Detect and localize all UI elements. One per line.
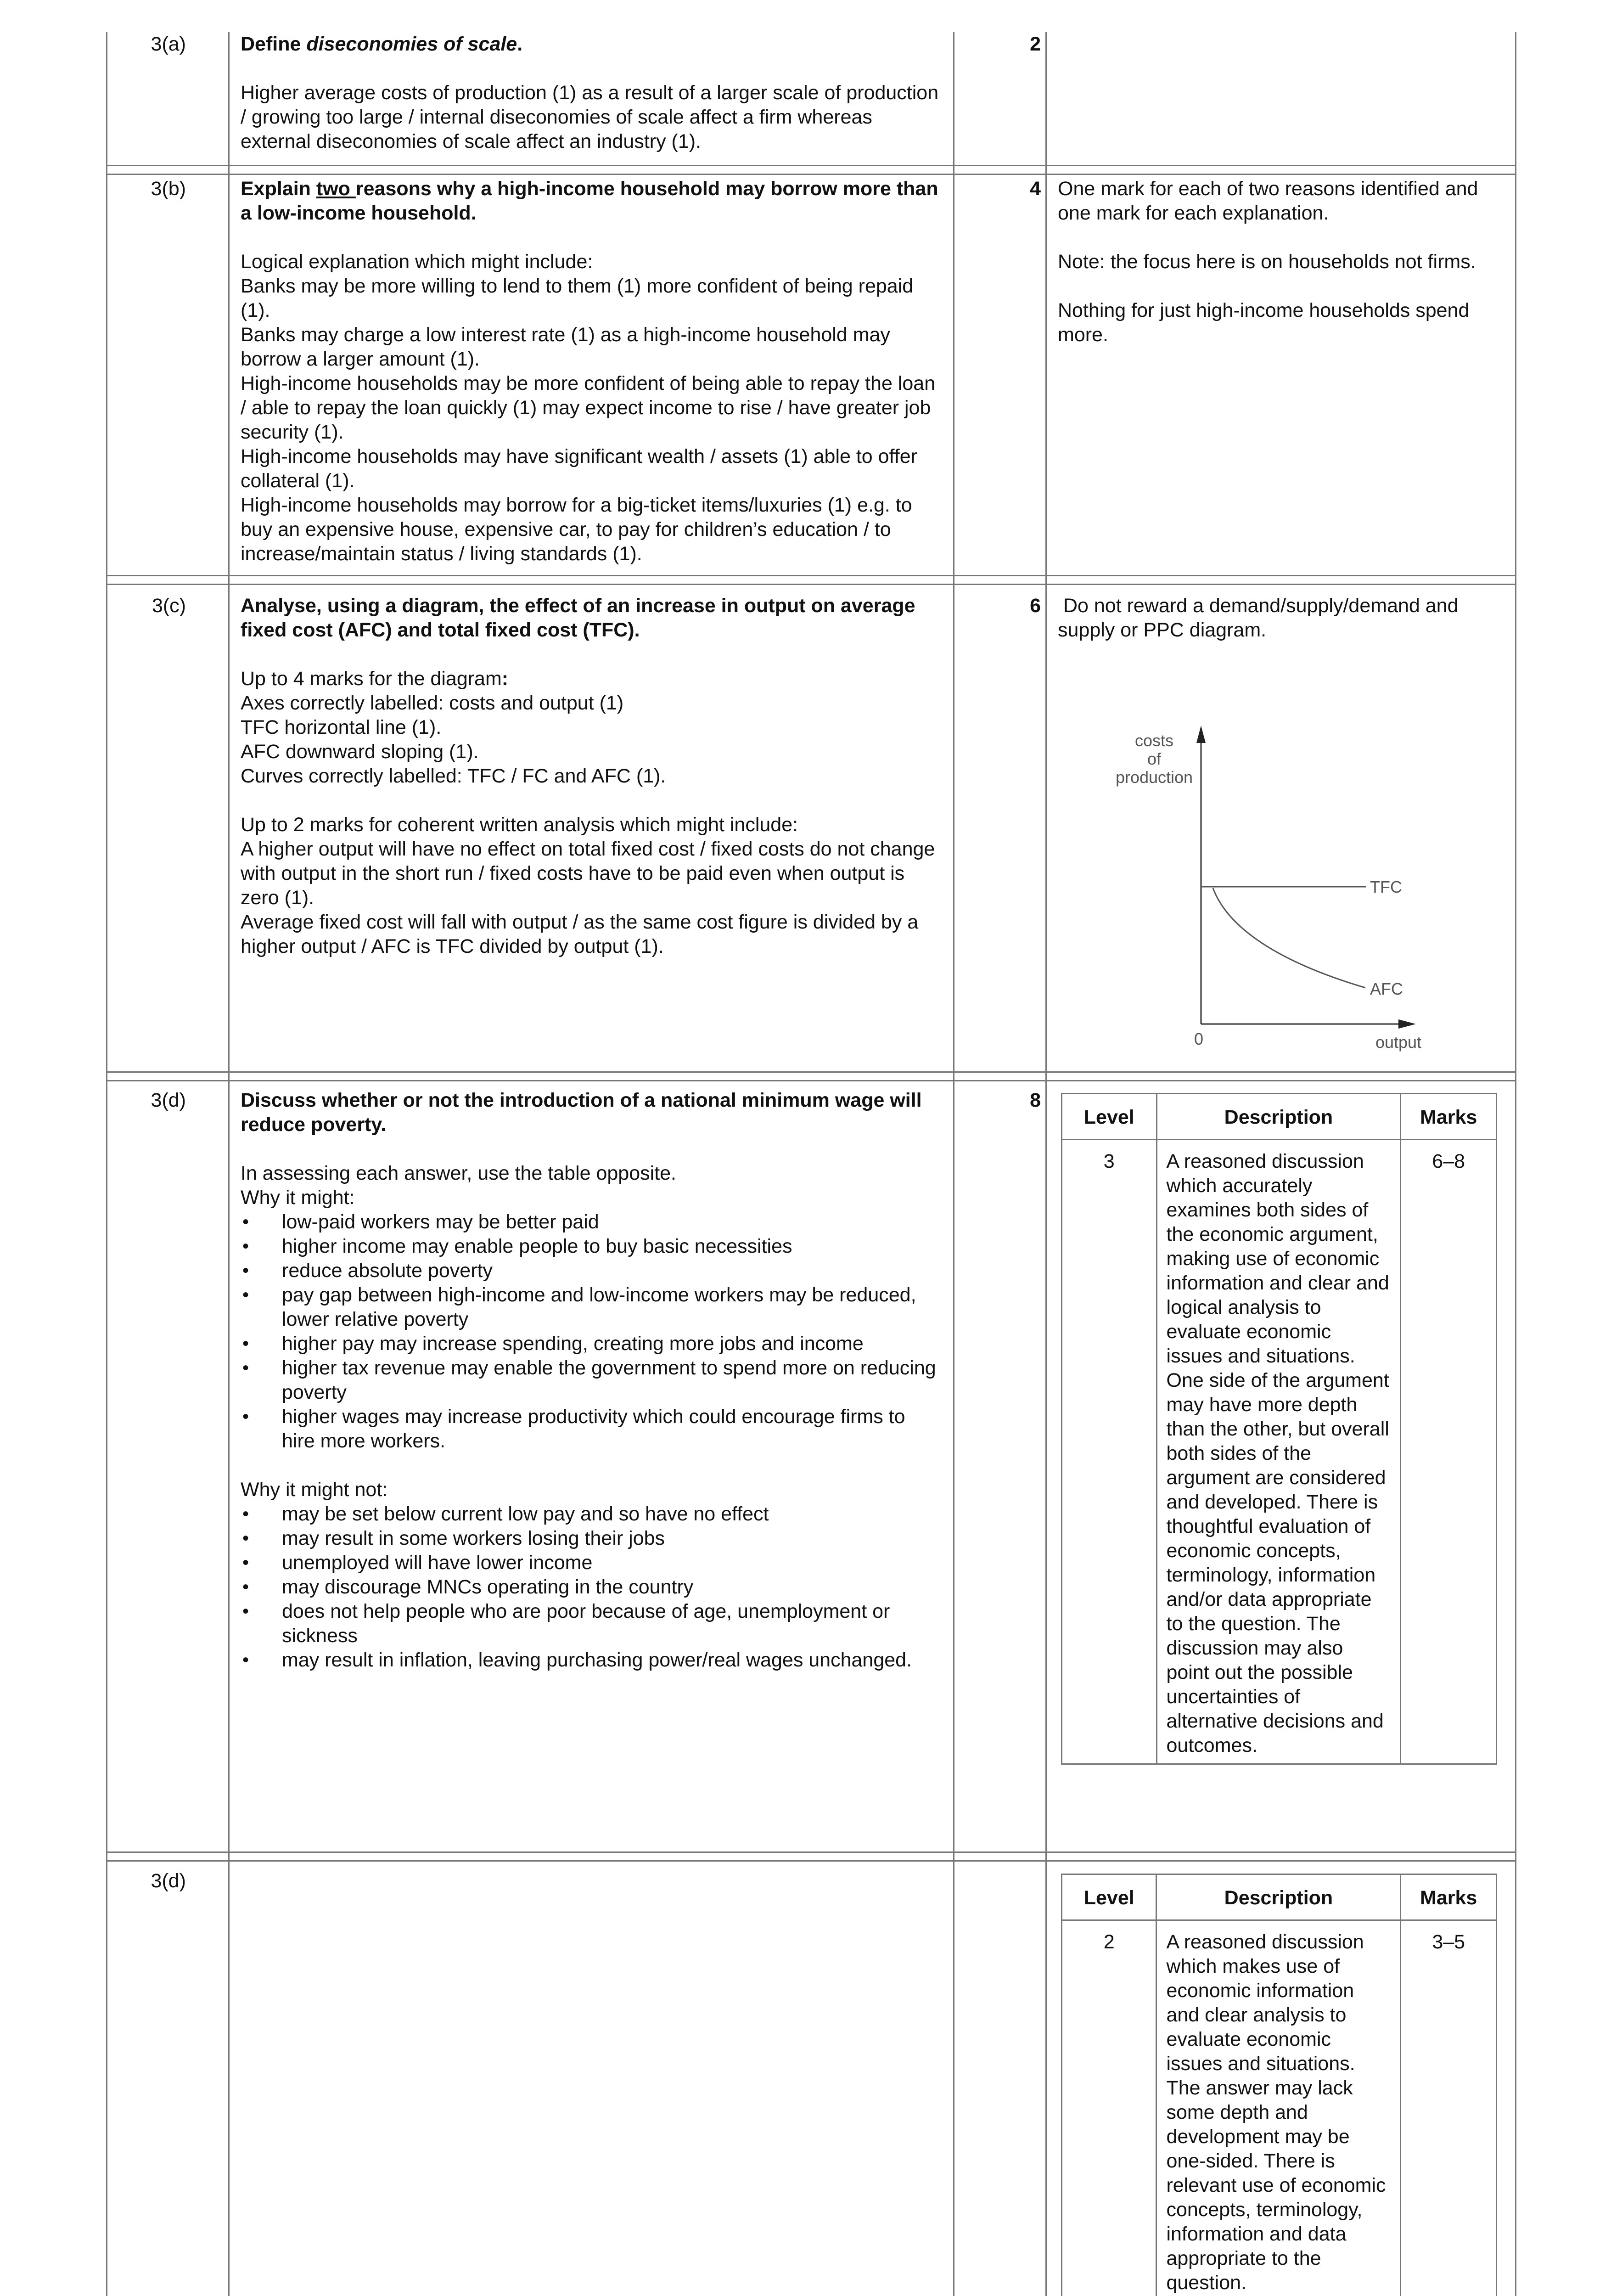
table-row	[1062, 1140, 1497, 1764]
question-3b	[241, 177, 943, 566]
answer-point: AFC downward sloping (1).	[241, 741, 479, 763]
description-header: Description	[1156, 1094, 1401, 1140]
y-axis-label: production	[1115, 768, 1193, 787]
question-text: Discuss whether or not the introduction of a national minimum wage will reduce poverty.	[241, 1089, 922, 1136]
list-item: • does not help people who are poor because of age, unemployment or sickness	[241, 1599, 943, 1648]
answer-text: Higher average costs of production (1) as a result of a larger scale of production / growing too large / internal diseconomies of scale affect a firm whereas external diseconomies of scale affect an industry (1).	[241, 82, 939, 152]
level-cell: 3	[1062, 1140, 1157, 1764]
guidance-text: One mark for each of two reasons identified and one mark for each explanation.	[1058, 178, 1478, 224]
x-axis-arrow	[1398, 1019, 1416, 1029]
list-item: • reduce absolute poverty	[241, 1259, 943, 1283]
answer-intro: In assessing each answer, use the table opposite.	[241, 1162, 677, 1184]
table-header-row	[1062, 1874, 1497, 1920]
answer-point: Axes correctly labelled: costs and output (1)	[241, 692, 624, 714]
list-item: • higher tax revenue may enable the government to spend more on reducing poverty	[241, 1356, 943, 1405]
list-item: • may result in inflation, leaving purchasing power/real wages unchanged.	[241, 1648, 943, 1672]
answer-point: Curves correctly labelled: TFC / FC and AFC (1).	[241, 765, 666, 787]
row-divider	[107, 1071, 1515, 1081]
y-axis-label: of	[1147, 749, 1162, 768]
list-item: • higher wages may increase productivity which could encourage firms to hire more workers.	[241, 1405, 943, 1453]
answer-point: High-income households may have significant wealth / assets (1) able to offer collateral (1).	[241, 445, 917, 492]
why-might-list	[241, 1210, 943, 1453]
row-divider	[107, 165, 1515, 175]
question-number: 3(b)	[151, 178, 186, 200]
question-text: Analyse, using a diagram, the effect of an increase in output on average fixed cost (AFC) and total fixed cost (TFC).	[241, 595, 915, 641]
afc-curve	[1213, 888, 1365, 988]
list-item: • unemployed will have lower income	[241, 1551, 943, 1575]
question-3c	[241, 594, 943, 959]
description-cell: A reasoned discussion which makes use of economic information and clear analysis to evaluate economic issues and situations. The answer may lack some depth and development may be one-sided. There is relevant use of economic concepts, terminology, information and data appropriate to the question.	[1156, 1920, 1401, 2296]
list-item: • higher pay may increase spending, creating more jobs and income	[241, 1332, 943, 1356]
list-item: • may be set below current low pay and so have no effect	[241, 1502, 943, 1526]
question-number: 3(d)	[151, 1089, 186, 1111]
marks-value: 6	[1030, 595, 1041, 617]
question-3d	[241, 1088, 943, 1672]
level-cell: 2	[1062, 1920, 1156, 2296]
list-item: • higher income may enable people to buy basic necessities	[241, 1234, 943, 1259]
marks-value: 4	[1030, 178, 1041, 200]
answer-point: A higher output will have no effect on total fixed cost / fixed costs do not change with output in the short run / fixed costs have to be paid even when output is zero (1).	[241, 838, 935, 909]
answer-point: TFC horizontal line (1).	[241, 716, 442, 738]
question-text: Explain two reasons why a high-income household may borrow more than a low-income household.	[241, 178, 938, 224]
column-divider	[228, 32, 230, 2296]
level-descriptor-table	[1061, 1093, 1497, 1765]
answer-point: High-income households may borrow for a big-ticket items/luxuries (1) e.g. to buy an expensive house, expensive car, to pay for children’s education / to increase/maintain status / living standards (1).	[241, 494, 912, 565]
marks-header: Marks	[1401, 1094, 1497, 1140]
guidance-text: Do not reward a demand/supply/demand and supply or PPC diagram.	[1058, 595, 1459, 641]
y-axis-label: costs	[1134, 731, 1174, 750]
question-number: 3(a)	[151, 33, 186, 55]
mark-scheme-table	[106, 32, 1516, 2296]
question-number: 3(d)	[151, 1870, 186, 1892]
list-item: • may result in some workers losing their jobs	[241, 1526, 943, 1551]
guidance-text: Note: the focus here is on households not firms.	[1058, 251, 1476, 273]
column-divider	[1045, 32, 1047, 2296]
why-might-heading: Why it might:	[241, 1187, 355, 1209]
answer-point: Average fixed cost will fall with output / as the same cost figure is divided by a higher output / AFC is TFC divided by output (1).	[241, 911, 919, 957]
fixed-cost-diagram	[1095, 721, 1462, 1061]
list-item: • may discourage MNCs operating in the country	[241, 1575, 943, 1599]
question-text: Define diseconomies of scale.	[241, 33, 523, 55]
marks-value: 8	[1030, 1089, 1041, 1111]
tfc-label: TFC	[1370, 878, 1402, 896]
afc-label: AFC	[1370, 979, 1403, 998]
question-3a	[241, 32, 943, 154]
answer-point: Banks may charge a low interest rate (1) as a high-income household may borrow a larger amount (1).	[241, 324, 890, 370]
x-axis-label: output	[1375, 1033, 1422, 1052]
marks-header: Marks	[1401, 1874, 1497, 1920]
table-row	[1062, 1920, 1497, 2296]
answer-point: High-income households may be more confident of being able to repay the loan / able to repay the loan quickly (1) may expect income to rise / have greater job security (1).	[241, 372, 936, 443]
diagram-intro: Up to 4 marks for the diagram:	[241, 668, 509, 690]
question-number: 3(c)	[152, 595, 186, 617]
row-divider	[107, 1851, 1515, 1862]
answer-point: Banks may be more willing to lend to them (1) more confident of being repaid (1).	[241, 275, 914, 321]
marks-value: 2	[1030, 33, 1041, 55]
answer-intro: Logical explanation which might include:	[241, 251, 593, 273]
level-descriptor-table	[1061, 1874, 1497, 2296]
marks-cell: 6–8	[1401, 1140, 1497, 1764]
analysis-intro: Up to 2 marks for coherent written analysis which might include:	[241, 814, 798, 836]
table-header-row	[1062, 1094, 1497, 1140]
list-item: • low-paid workers may be better paid	[241, 1210, 943, 1234]
level-header: Level	[1062, 1874, 1156, 1920]
description-cell: A reasoned discussion which accurately examines both sides of the economic argument, making use of economic information and clear and logical analysis to evaluate economic issues and situations. One side of the argument may have more depth than the other, but overall both sides of the argument are considered and developed. There is thoughtful evaluation of economic concepts, terminology, information and/or data appropriate to the question. The discussion may also point out the possible uncertainties of alternative decisions and outcomes.	[1156, 1140, 1401, 1764]
guidance-text: Nothing for just high-income households spend more.	[1058, 299, 1470, 346]
guidance-3c	[1058, 594, 1508, 642]
level-header: Level	[1062, 1094, 1157, 1140]
row-divider	[107, 575, 1515, 585]
column-divider	[953, 32, 954, 2296]
origin-label: 0	[1194, 1030, 1204, 1048]
y-axis-arrow	[1196, 726, 1206, 743]
marks-cell: 3–5	[1401, 1920, 1497, 2296]
list-item: • pay gap between high-income and low-income workers may be reduced, lower relative poverty	[241, 1283, 943, 1332]
guidance-3b	[1058, 177, 1508, 347]
why-not-list	[241, 1502, 943, 1672]
why-not-heading: Why it might not:	[241, 1479, 388, 1501]
description-header: Description	[1156, 1874, 1401, 1920]
